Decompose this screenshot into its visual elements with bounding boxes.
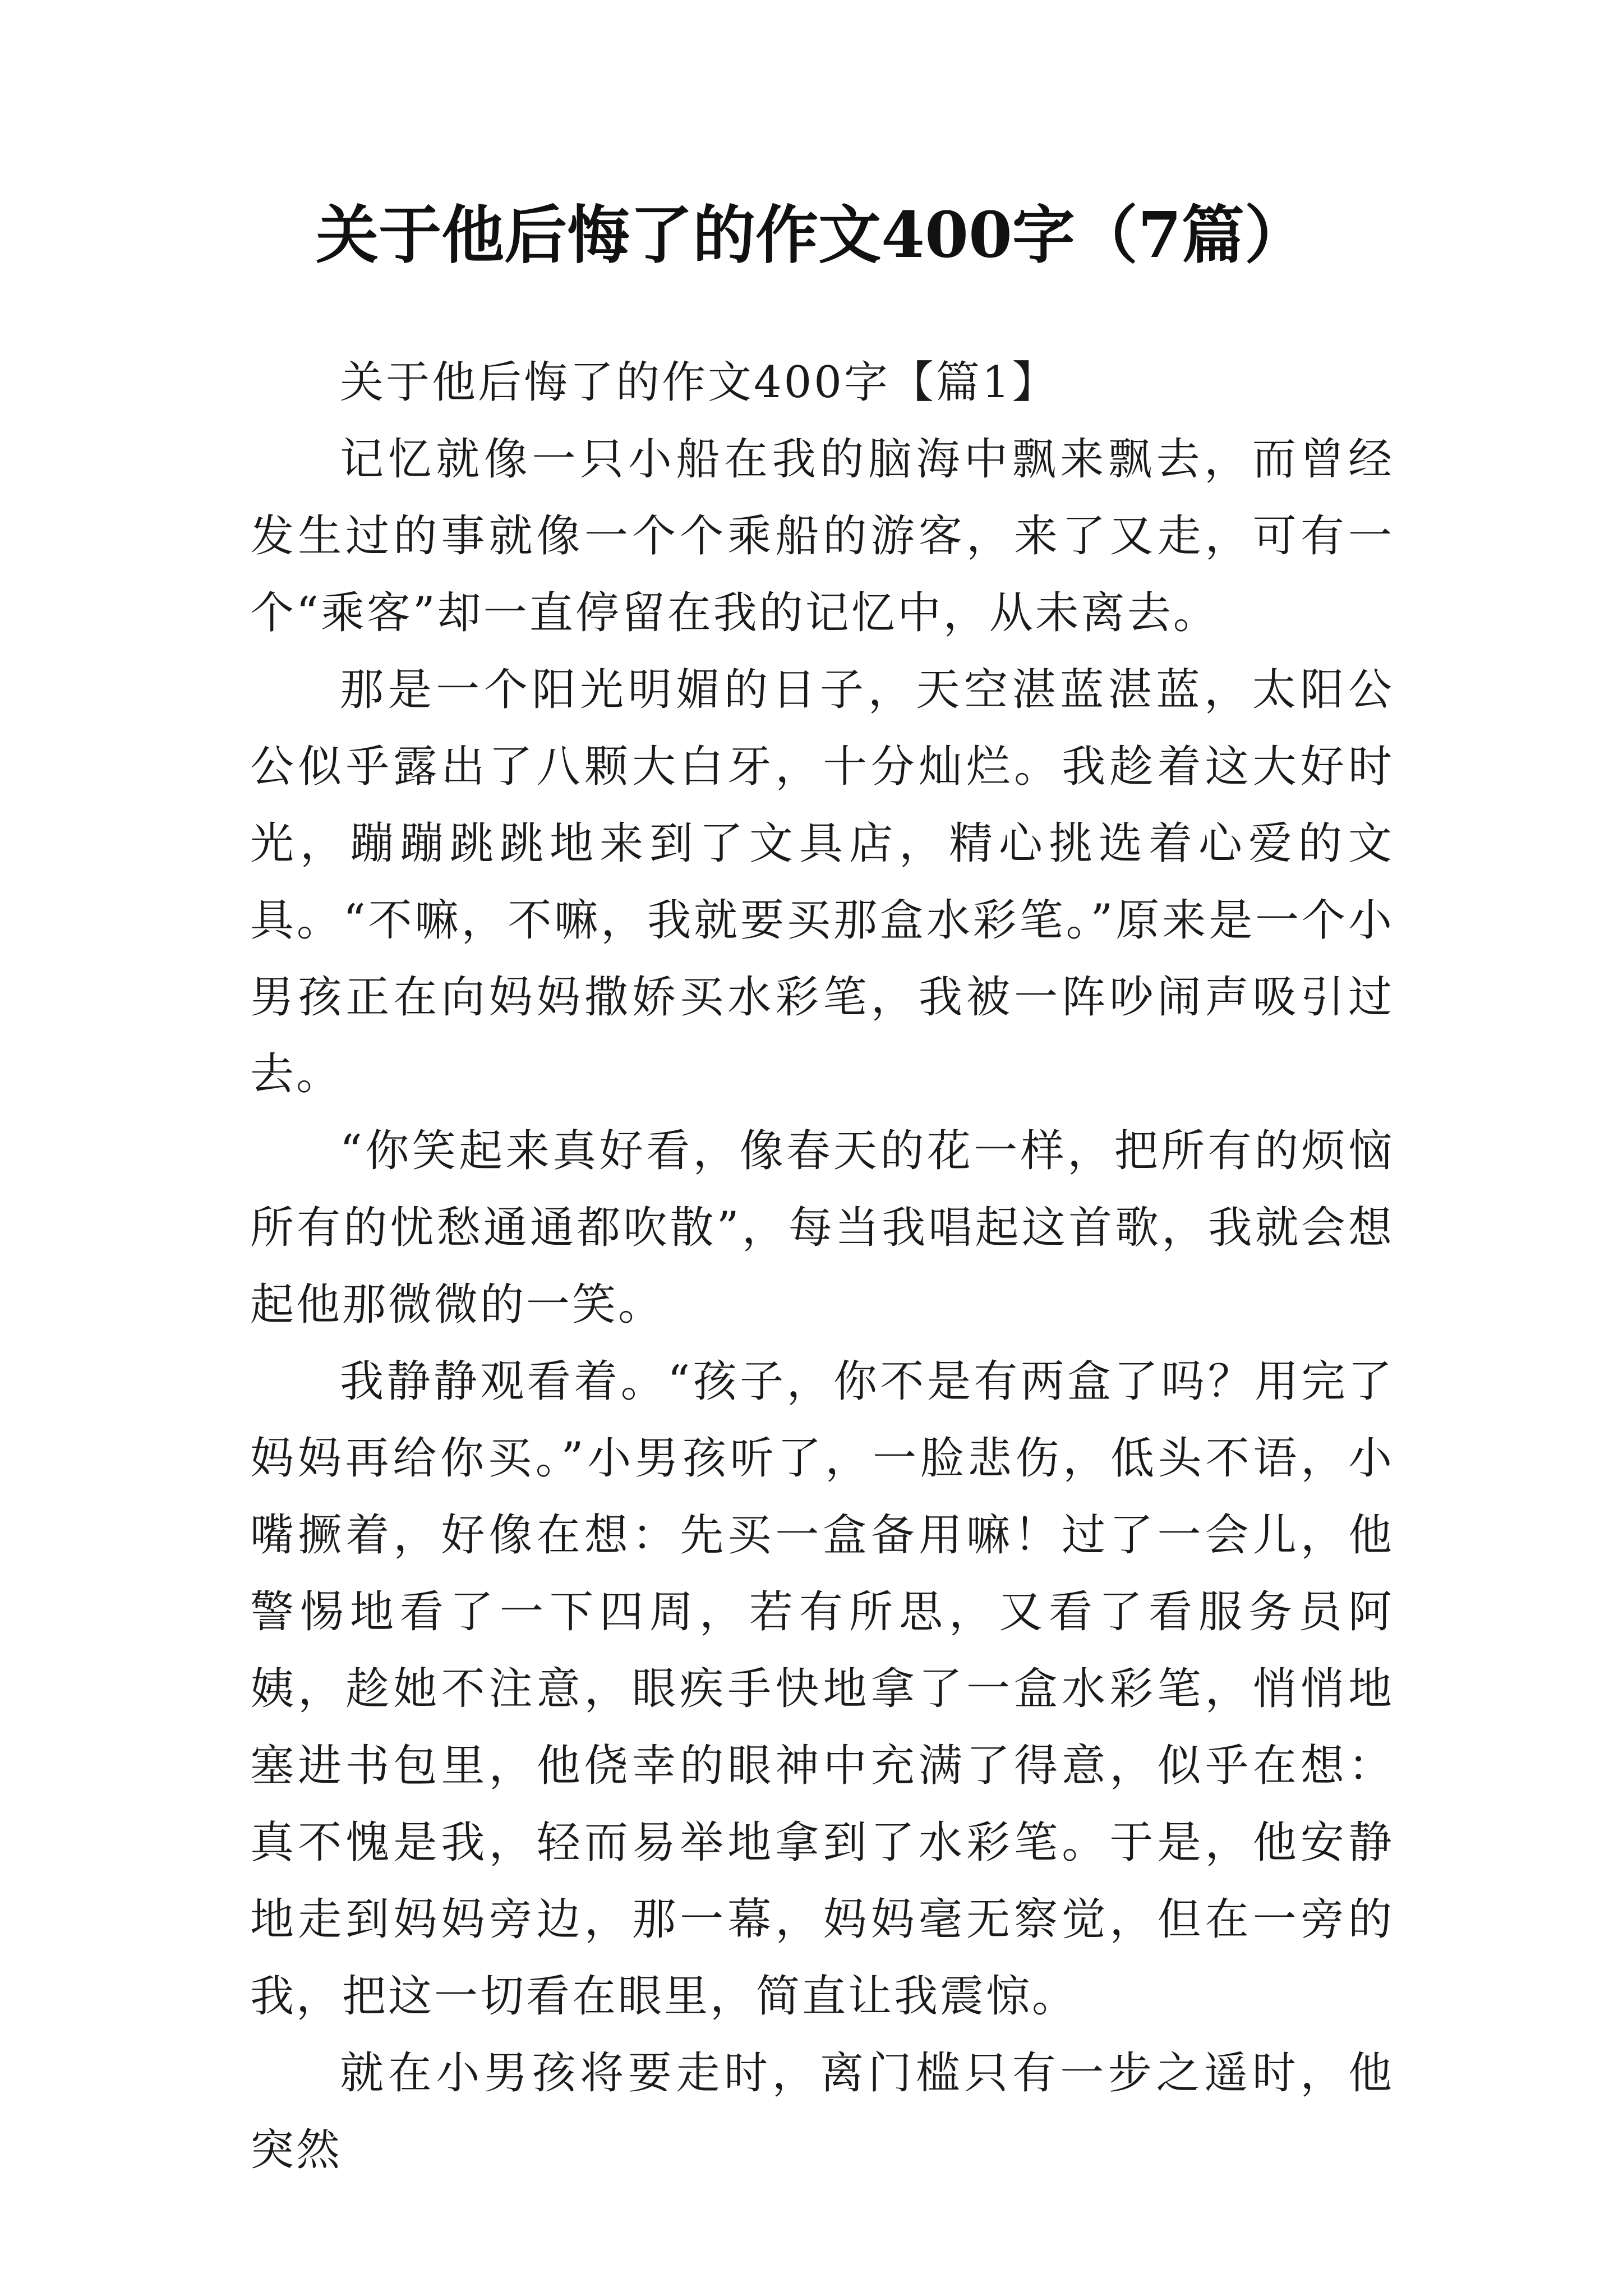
document-body	[250, 344, 1394, 2189]
paragraph: 我静静观看着。“孩子，你不是有两盒了吗？用完了妈妈再给你买。”小男孩听了，一脸悲伤，低头不语，小嘴撅着，好像在想：先买一盒备用嘛！过了一会儿，他警惕地看了一下四周，若有所思，又看了看服务员阿姨，趁她不注意，眼疾手快地拿了一盒水彩笔，悄悄地塞进书包里，他侥幸的眼神中充满了得意，似乎在想：真不愧是我，轻而易举地拿到了水彩笔。于是，他安静地走到妈妈旁边，那一幕，妈妈毫无察觉，但在一旁的我，把这一切看在眼里，简直让我震惊。	[250, 1356, 1394, 2022]
paragraph: 那是一个阳光明媚的日子，天空湛蓝湛蓝，太阳公公似乎露出了八颗大白牙，十分灿烂。我趁着这大好时光，蹦蹦跳跳地来到了文具店，精心挑选着心爱的文具。“不嘛，不嘛，我就要买那盒水彩笔。”原来是一个小男孩正在向妈妈撒娇买水彩笔，我被一阵吵闹声吸引过去。	[250, 665, 1394, 1099]
paragraph: 就在小男孩将要走时，离门槛只有一步之遥时，他突然	[250, 2048, 1394, 2175]
document-title: 关于他后悔了的作文400字（7篇）	[316, 199, 1307, 272]
paragraph: “你笑起来真好看，像春天的花一样，把所有的烦恼所有的忧愁通通都吹散”，每当我唱起这首歌，我就会想起他那微微的一笑。	[250, 1126, 1394, 1330]
paragraph: 记忆就像一只小船在我的脑海中飘来飘去，而曾经发生过的事就像一个个乘船的游客，来了又走，可有一个“乘客”却一直停留在我的记忆中，从未离去。	[250, 434, 1394, 638]
section-heading: 关于他后悔了的作文400字【篇1】	[340, 357, 1058, 408]
